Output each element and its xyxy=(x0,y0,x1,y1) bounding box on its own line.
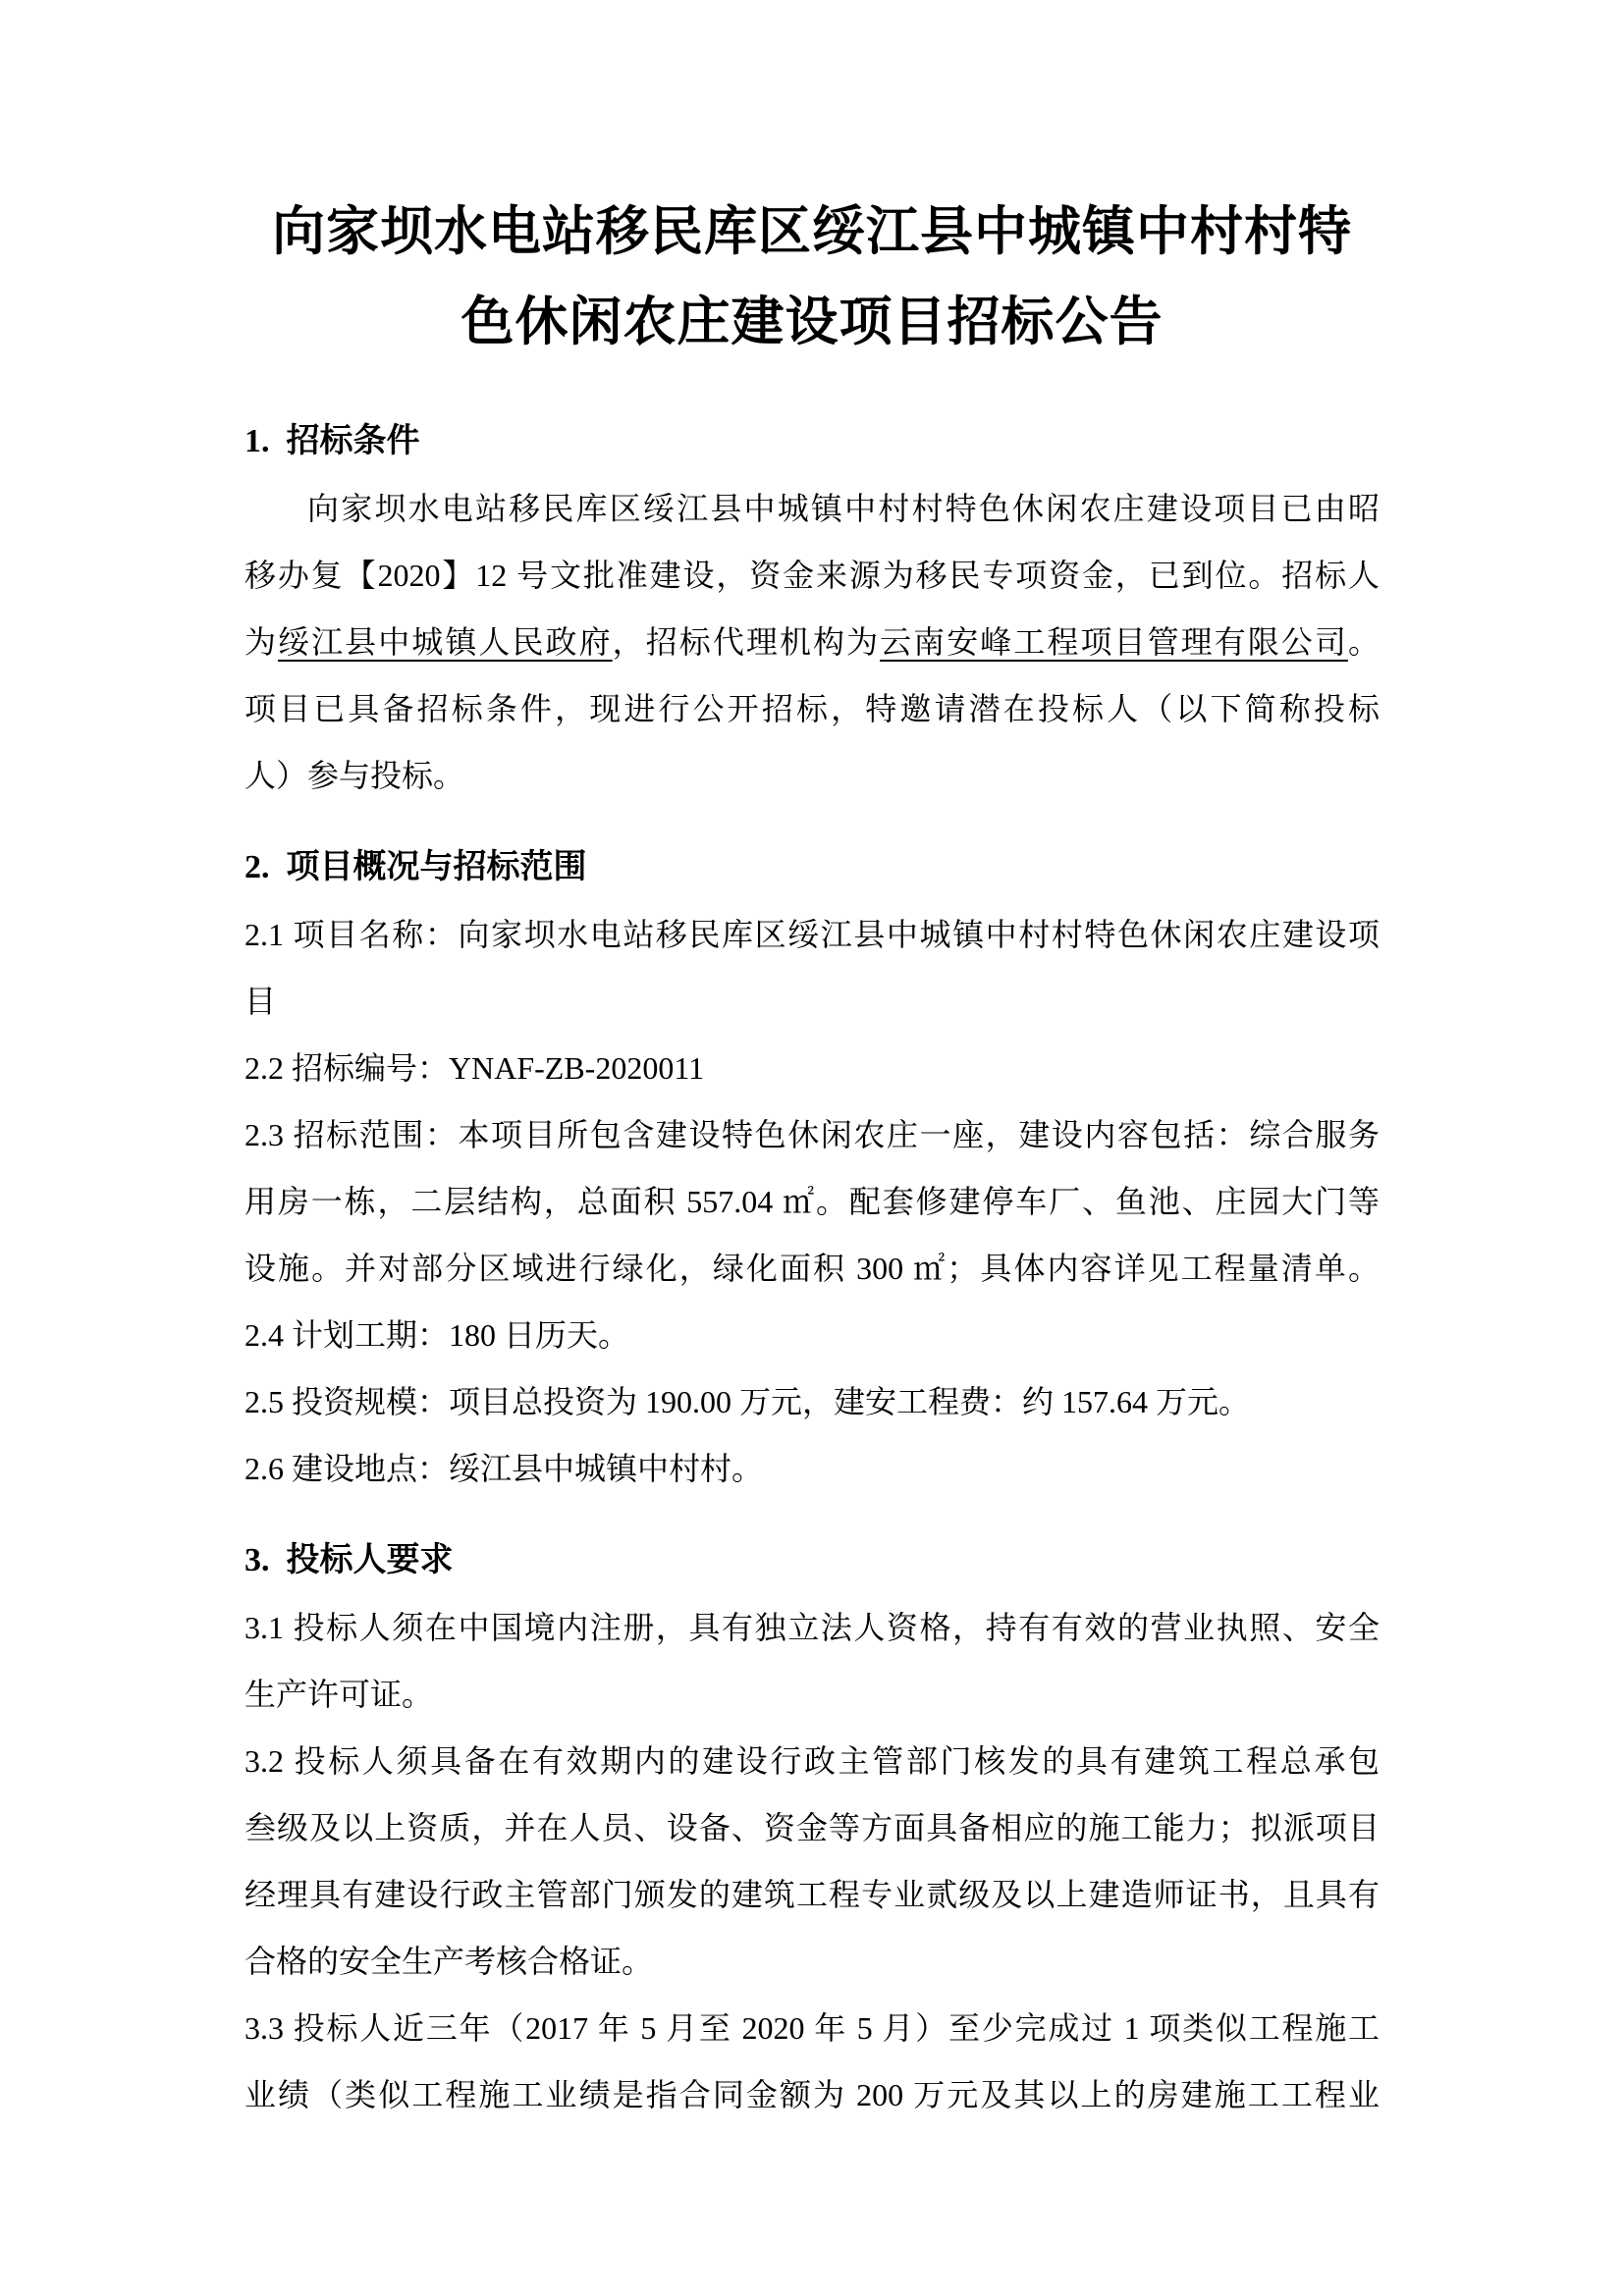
section-3-heading: 3. 投标人要求 xyxy=(244,1542,454,1578)
item-3-1-line: 3.1 投标人须在中国境内注册，具有独立法人资格，持有有效的营业执照、安全 xyxy=(244,1610,1380,1645)
document-title-line-1: 向家坝水电站移民库区绥江县中城镇中村村特 xyxy=(272,202,1352,261)
document-title xyxy=(244,187,1380,367)
paragraph-line: 人）参与投标。 xyxy=(244,758,465,793)
item-2-3-line: 设施。并对部分区域进行绿化，绿化面积 300 ㎡；具体内容详见工程量清单。 xyxy=(244,1251,1380,1286)
agency-name-underlined: 云南安峰工程项目管理有限公司 xyxy=(880,624,1348,660)
item-2-1-line: 2.1 项目名称：向家坝水电站移民库区绥江县中城镇中村村特色休闲农庄建设项 xyxy=(244,917,1380,952)
item-2-1-line: 目 xyxy=(244,984,277,1019)
item-2-5-line: 2.5 投资规模：项目总投资为 190.00 万元，建安工程费：约 157.64 万元。 xyxy=(244,1384,1251,1419)
text-run: 。 xyxy=(1347,624,1380,660)
paragraph-line: 向家坝水电站移民库区绥江县中城镇中村村特色休闲农庄建设项目已由昭 xyxy=(307,491,1380,526)
item-2-6-line: 2.6 建设地点：绥江县中城镇中村村。 xyxy=(244,1451,764,1486)
item-3-2-line: 经理具有建设行政主管部门颁发的建筑工程专业贰级及以上建造师证书，且具有 xyxy=(244,1877,1380,1912)
tenderer-name-underlined: 绥江县中城镇人民政府 xyxy=(278,624,613,660)
item-2-3-line: 用房一栋，二层结构，总面积 557.04 ㎡。配套修建停车厂、鱼池、庄园大门等 xyxy=(244,1184,1380,1219)
item-3-3-line: 业绩（类似工程施工业绩是指合同金额为 200 万元及其以上的房建施工工程业 xyxy=(244,2077,1380,2112)
paragraph-line xyxy=(244,609,1380,675)
item-2-3-line: 2.3 招标范围：本项目所包含建设特色休闲农庄一座，建设内容包括：综合服务 xyxy=(244,1117,1380,1152)
document-title-line-2: 色休闲农庄建设项目招标公告 xyxy=(460,293,1164,351)
section-1-paragraph xyxy=(244,475,1380,809)
paragraph-line: 移办复【2020】12 号文批准建设，资金来源为移民专项资金，已到位。招标人 xyxy=(244,558,1380,593)
item-2-2-line: 2.2 招标编号：YNAF-ZB-2020011 xyxy=(244,1050,705,1086)
section-2-items xyxy=(244,901,1380,1502)
item-3-1-line: 生产许可证。 xyxy=(244,1677,434,1712)
section-3-items xyxy=(244,1594,1380,2128)
paragraph-line: 项目已具备招标条件，现进行公开招标，特邀请潜在投标人（以下简称投标 xyxy=(244,691,1380,726)
item-3-2-line: 叁级及以上资质，并在人员、设备、资金等方面具备相应的施工能力；拟派项目 xyxy=(244,1810,1380,1845)
item-3-3-line: 3.3 投标人近三年（2017 年 5 月至 2020 年 5 月）至少完成过 1 项类似工程施工 xyxy=(244,2010,1380,2046)
item-2-4-line: 2.4 计划工期：180 日历天。 xyxy=(244,1317,630,1353)
section-2-heading: 2. 项目概况与招标范围 xyxy=(244,849,587,885)
section-1-heading: 1. 招标条件 xyxy=(244,423,420,459)
text-run: 为 xyxy=(244,624,279,660)
item-3-2-line: 合格的安全生产考核合格证。 xyxy=(244,1944,654,1979)
text-run: ，招标代理机构为 xyxy=(612,624,881,660)
item-3-2-line: 3.2 投标人须具备在有效期内的建设行政主管部门核发的具有建筑工程总承包 xyxy=(244,1743,1380,1779)
